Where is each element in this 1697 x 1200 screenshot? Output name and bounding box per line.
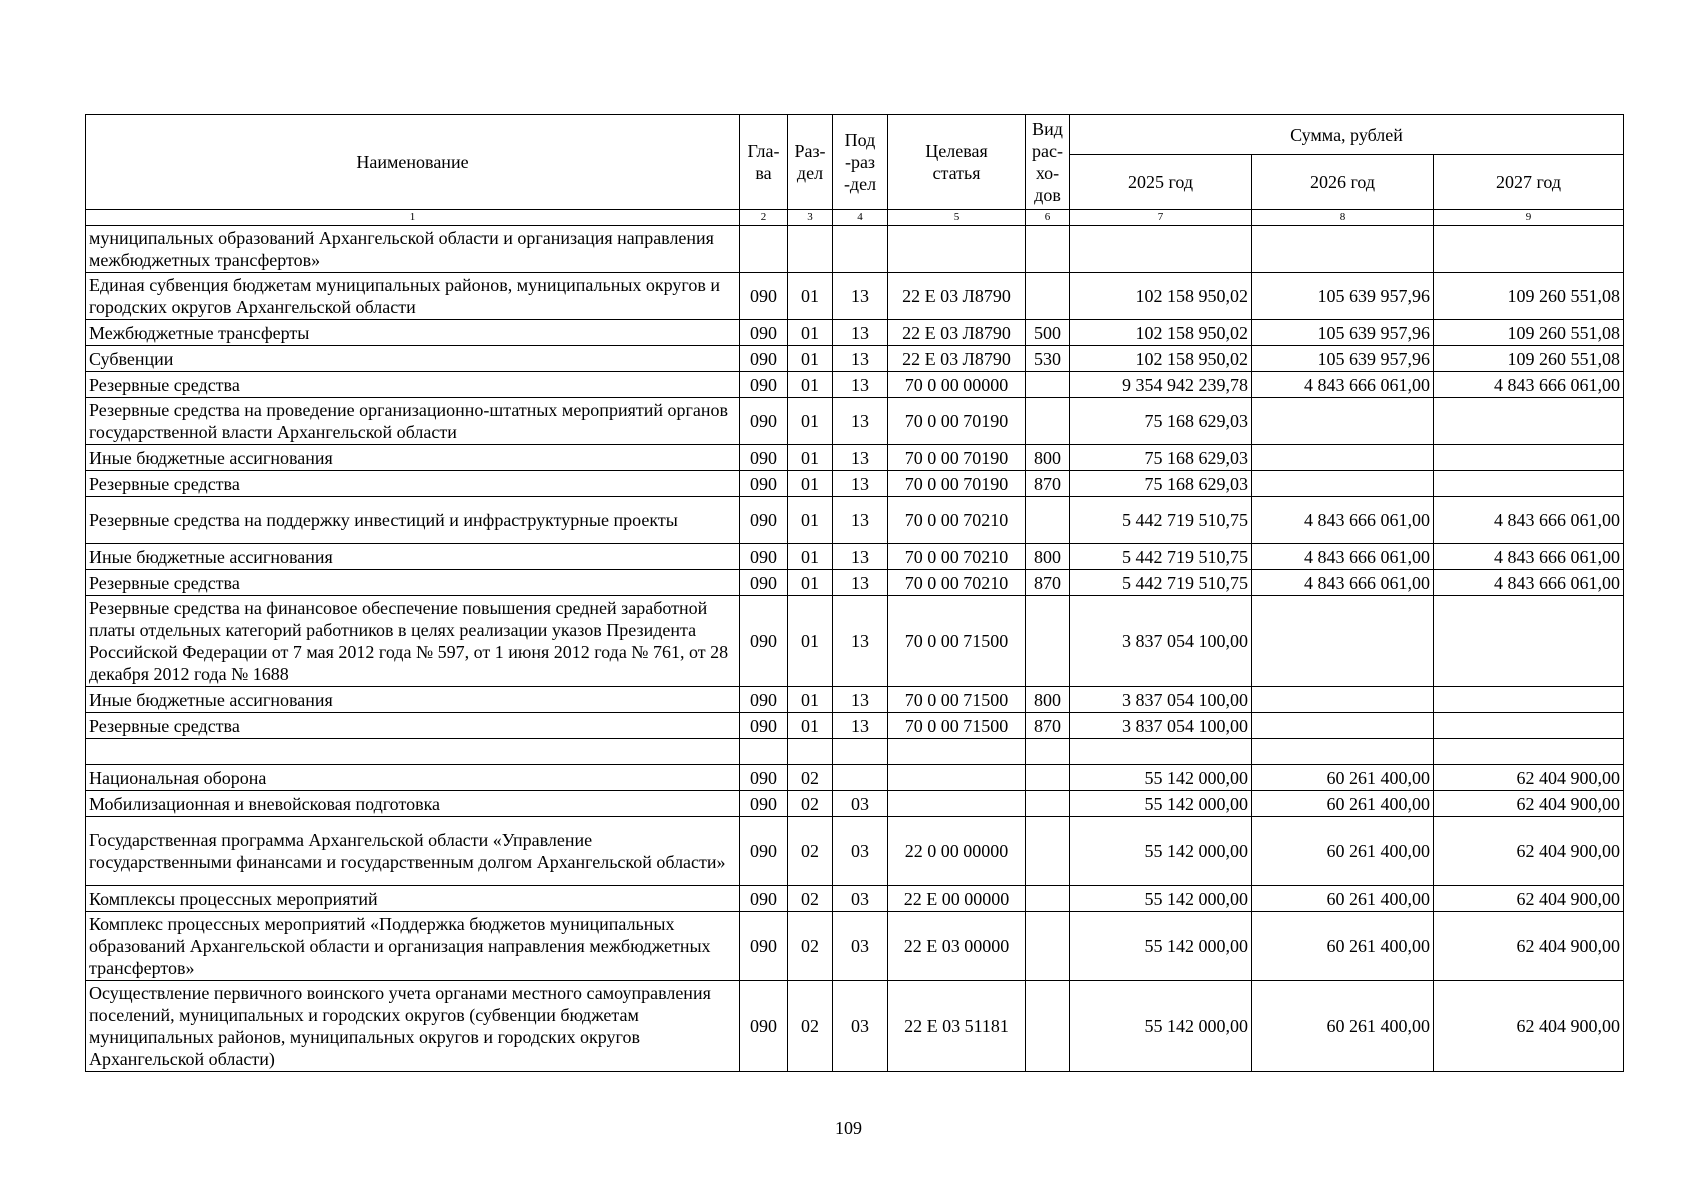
cell-statya: 70 0 00 71500	[888, 713, 1026, 739]
cell-name: Резервные средства	[86, 471, 740, 497]
cell-sum-2026: 60 261 400,00	[1252, 791, 1434, 817]
cell-sum-2027: 62 404 900,00	[1434, 817, 1624, 886]
cell-glava	[740, 226, 788, 273]
column-number: 7	[1070, 210, 1252, 226]
cell-sum-2027	[1434, 687, 1624, 713]
cell-sum-2027	[1434, 445, 1624, 471]
cell-razdel: 02	[788, 817, 833, 886]
cell-sum-2026: 60 261 400,00	[1252, 817, 1434, 886]
header-2025: 2025 год	[1070, 155, 1252, 210]
cell-podrazdel: 13	[833, 445, 888, 471]
cell-podrazdel: 13	[833, 544, 888, 570]
header-podrazdel	[833, 115, 888, 210]
column-number: 4	[833, 210, 888, 226]
cell-statya: 70 0 00 71500	[888, 687, 1026, 713]
table-body	[86, 226, 1624, 1072]
table-row	[86, 398, 1624, 445]
cell-name: Единая субвенция бюджетам муниципальных районов, муниципальных округов и городских округов Архангельской области	[86, 273, 740, 320]
header-razdel-text: Раз-дел	[794, 141, 826, 183]
cell-podrazdel: 13	[833, 346, 888, 372]
table-row	[86, 713, 1624, 739]
cell-sum-2026: 105 639 957,96	[1252, 320, 1434, 346]
cell-sum-2027	[1434, 226, 1624, 273]
table-row	[86, 497, 1624, 544]
cell-statya: 70 0 00 70210	[888, 497, 1026, 544]
cell-razdel: 02	[788, 765, 833, 791]
cell-sum-2026: 105 639 957,96	[1252, 273, 1434, 320]
cell-sum-2025: 3 837 054 100,00	[1070, 713, 1252, 739]
table-row	[86, 471, 1624, 497]
cell-statya: 22 Е 03 51181	[888, 981, 1026, 1072]
cell-razdel: 02	[788, 886, 833, 912]
cell-sum-2027: 62 404 900,00	[1434, 981, 1624, 1072]
cell-razdel: 01	[788, 497, 833, 544]
column-number: 1	[86, 210, 740, 226]
cell-vid	[1026, 817, 1070, 886]
cell-name: Субвенции	[86, 346, 740, 372]
cell-name: Межбюджетные трансферты	[86, 320, 740, 346]
cell-sum-2025: 75 168 629,03	[1070, 471, 1252, 497]
cell-name: Резервные средства	[86, 372, 740, 398]
table-row	[86, 226, 1624, 273]
cell-vid	[1026, 981, 1070, 1072]
cell-sum-2027: 62 404 900,00	[1434, 765, 1624, 791]
cell-vid	[1026, 739, 1070, 765]
table-row	[86, 273, 1624, 320]
cell-podrazdel: 13	[833, 596, 888, 687]
table-row	[86, 886, 1624, 912]
cell-razdel: 02	[788, 791, 833, 817]
cell-sum-2025: 55 142 000,00	[1070, 791, 1252, 817]
cell-sum-2026	[1252, 739, 1434, 765]
column-number: 6	[1026, 210, 1070, 226]
header-podrazdel-text: Под-раз-дел	[843, 130, 877, 194]
cell-razdel: 01	[788, 398, 833, 445]
cell-razdel: 01	[788, 544, 833, 570]
cell-sum-2027: 62 404 900,00	[1434, 791, 1624, 817]
cell-vid: 800	[1026, 544, 1070, 570]
cell-sum-2026: 60 261 400,00	[1252, 886, 1434, 912]
cell-name: Комплексы процессных мероприятий	[86, 886, 740, 912]
column-number: 8	[1252, 210, 1434, 226]
cell-razdel: 01	[788, 471, 833, 497]
cell-vid	[1026, 273, 1070, 320]
cell-podrazdel: 03	[833, 791, 888, 817]
cell-statya: 22 Е 03 Л8790	[888, 320, 1026, 346]
cell-sum-2027	[1434, 596, 1624, 687]
header-vid	[1026, 115, 1070, 210]
cell-name: Иные бюджетные ассигнования	[86, 687, 740, 713]
cell-glava: 090	[740, 544, 788, 570]
cell-sum-2025: 55 142 000,00	[1070, 765, 1252, 791]
cell-vid	[1026, 791, 1070, 817]
cell-glava: 090	[740, 570, 788, 596]
cell-glava: 090	[740, 445, 788, 471]
cell-name: Резервные средства	[86, 570, 740, 596]
cell-podrazdel: 13	[833, 273, 888, 320]
cell-sum-2027: 4 843 666 061,00	[1434, 372, 1624, 398]
cell-name: Резервные средства на финансовое обеспечение повышения средней заработной платы отдельных категорий работников в целях реализации указов Президента Российской Федерации от 7 мая 2012 года № 597, от 1 июня 2012 года № 761, от 28 декабря 2012 года № 1688	[86, 596, 740, 687]
table-row	[86, 320, 1624, 346]
cell-statya: 70 0 00 71500	[888, 596, 1026, 687]
cell-name: Осуществление первичного воинского учета органами местного самоуправления поселений, муниципальных и городских округов (субвенции бюджетам муниципальных районов, муниципальных округов и городских округов Архангельской области)	[86, 981, 740, 1072]
cell-razdel: 01	[788, 445, 833, 471]
cell-sum-2026	[1252, 687, 1434, 713]
cell-statya	[888, 791, 1026, 817]
cell-razdel: 01	[788, 596, 833, 687]
table-row	[86, 596, 1624, 687]
cell-statya: 22 Е 03 00000	[888, 912, 1026, 981]
cell-vid: 870	[1026, 570, 1070, 596]
table-row	[86, 739, 1624, 765]
cell-podrazdel: 03	[833, 981, 888, 1072]
cell-sum-2027: 4 843 666 061,00	[1434, 544, 1624, 570]
cell-glava: 090	[740, 886, 788, 912]
cell-sum-2027	[1434, 398, 1624, 445]
cell-razdel: 01	[788, 320, 833, 346]
cell-podrazdel: 13	[833, 497, 888, 544]
cell-vid	[1026, 497, 1070, 544]
cell-sum-2025: 102 158 950,02	[1070, 320, 1252, 346]
cell-razdel: 02	[788, 912, 833, 981]
cell-statya	[888, 765, 1026, 791]
cell-sum-2025: 5 442 719 510,75	[1070, 544, 1252, 570]
cell-sum-2027: 109 260 551,08	[1434, 320, 1624, 346]
cell-statya	[888, 739, 1026, 765]
cell-statya	[888, 226, 1026, 273]
cell-glava: 090	[740, 713, 788, 739]
table-row	[86, 346, 1624, 372]
header-razdel	[788, 115, 833, 210]
cell-razdel: 01	[788, 273, 833, 320]
cell-razdel: 01	[788, 346, 833, 372]
cell-glava: 090	[740, 817, 788, 886]
cell-statya: 70 0 00 70190	[888, 471, 1026, 497]
cell-razdel: 02	[788, 981, 833, 1072]
cell-name: Иные бюджетные ассигнования	[86, 445, 740, 471]
cell-glava: 090	[740, 372, 788, 398]
cell-sum-2025: 3 837 054 100,00	[1070, 596, 1252, 687]
cell-glava: 090	[740, 687, 788, 713]
cell-statya: 22 Е 03 Л8790	[888, 273, 1026, 320]
header-2026: 2026 год	[1252, 155, 1434, 210]
cell-sum-2026	[1252, 713, 1434, 739]
cell-vid: 870	[1026, 471, 1070, 497]
cell-sum-2027: 62 404 900,00	[1434, 912, 1624, 981]
cell-sum-2025: 5 442 719 510,75	[1070, 570, 1252, 596]
cell-sum-2026	[1252, 471, 1434, 497]
cell-glava: 090	[740, 765, 788, 791]
cell-sum-2027	[1434, 471, 1624, 497]
cell-sum-2025: 55 142 000,00	[1070, 981, 1252, 1072]
cell-statya: 22 Е 00 00000	[888, 886, 1026, 912]
column-number: 3	[788, 210, 833, 226]
cell-sum-2025: 75 168 629,03	[1070, 445, 1252, 471]
table-row	[86, 765, 1624, 791]
cell-razdel	[788, 226, 833, 273]
cell-glava: 090	[740, 320, 788, 346]
cell-razdel	[788, 739, 833, 765]
cell-statya: 22 Е 03 Л8790	[888, 346, 1026, 372]
cell-sum-2026	[1252, 596, 1434, 687]
cell-sum-2027: 4 843 666 061,00	[1434, 570, 1624, 596]
cell-podrazdel	[833, 765, 888, 791]
cell-name: Национальная оборона	[86, 765, 740, 791]
table-row	[86, 445, 1624, 471]
table-row	[86, 372, 1624, 398]
header-vid-text: Вид рас-хо-дов	[1032, 119, 1063, 205]
cell-statya: 70 0 00 70210	[888, 570, 1026, 596]
cell-glava: 090	[740, 912, 788, 981]
cell-name: Резервные средства	[86, 713, 740, 739]
cell-sum-2025: 5 442 719 510,75	[1070, 497, 1252, 544]
cell-statya: 22 0 00 00000	[888, 817, 1026, 886]
cell-vid	[1026, 372, 1070, 398]
page-number: 109	[835, 1118, 862, 1138]
header-glava-text: Гла-ва	[747, 141, 780, 183]
cell-sum-2027: 109 260 551,08	[1434, 346, 1624, 372]
header-2027: 2027 год	[1434, 155, 1624, 210]
header-name: Наименование	[86, 115, 740, 210]
cell-sum-2026: 4 843 666 061,00	[1252, 497, 1434, 544]
cell-sum-2026	[1252, 445, 1434, 471]
header-statya: Целевая статья	[888, 115, 1026, 210]
cell-sum-2027: 109 260 551,08	[1434, 273, 1624, 320]
cell-sum-2026: 60 261 400,00	[1252, 912, 1434, 981]
cell-sum-2025: 102 158 950,02	[1070, 346, 1252, 372]
table-row	[86, 544, 1624, 570]
cell-razdel: 01	[788, 372, 833, 398]
cell-sum-2025: 3 837 054 100,00	[1070, 687, 1252, 713]
cell-razdel: 01	[788, 687, 833, 713]
cell-glava: 090	[740, 273, 788, 320]
cell-sum-2026: 105 639 957,96	[1252, 346, 1434, 372]
cell-vid	[1026, 596, 1070, 687]
cell-glava: 090	[740, 398, 788, 445]
cell-name: муниципальных образований Архангельской области и организация направления межбюджетных трансфертов»	[86, 226, 740, 273]
cell-vid: 530	[1026, 346, 1070, 372]
cell-statya: 70 0 00 70210	[888, 544, 1026, 570]
column-number: 5	[888, 210, 1026, 226]
cell-sum-2027	[1434, 713, 1624, 739]
cell-glava	[740, 739, 788, 765]
table-row	[86, 791, 1624, 817]
table-row	[86, 570, 1624, 596]
cell-razdel: 01	[788, 713, 833, 739]
cell-podrazdel: 13	[833, 570, 888, 596]
cell-sum-2026: 60 261 400,00	[1252, 981, 1434, 1072]
column-number-row	[86, 210, 1624, 226]
cell-glava: 090	[740, 981, 788, 1072]
cell-sum-2027: 62 404 900,00	[1434, 886, 1624, 912]
cell-podrazdel: 13	[833, 471, 888, 497]
cell-podrazdel: 13	[833, 398, 888, 445]
cell-sum-2026: 60 261 400,00	[1252, 765, 1434, 791]
cell-podrazdel: 13	[833, 687, 888, 713]
cell-podrazdel: 03	[833, 817, 888, 886]
cell-name: Мобилизационная и вневойсковая подготовка	[86, 791, 740, 817]
cell-vid	[1026, 765, 1070, 791]
cell-sum-2025: 55 142 000,00	[1070, 817, 1252, 886]
cell-sum-2026	[1252, 226, 1434, 273]
cell-podrazdel: 13	[833, 713, 888, 739]
cell-sum-2025: 9 354 942 239,78	[1070, 372, 1252, 398]
cell-sum-2025	[1070, 226, 1252, 273]
cell-name: Резервные средства на проведение организационно-штатных мероприятий органов государственной власти Архангельской области	[86, 398, 740, 445]
table-row	[86, 912, 1624, 981]
cell-sum-2027	[1434, 739, 1624, 765]
cell-glava: 090	[740, 497, 788, 544]
cell-statya: 70 0 00 00000	[888, 372, 1026, 398]
cell-sum-2025: 102 158 950,02	[1070, 273, 1252, 320]
cell-vid	[1026, 886, 1070, 912]
cell-podrazdel: 13	[833, 320, 888, 346]
cell-name: Государственная программа Архангельской области «Управление государственными финансами и государственным долгом Архангельской области»	[86, 817, 740, 886]
cell-podrazdel: 03	[833, 912, 888, 981]
cell-sum-2025: 55 142 000,00	[1070, 886, 1252, 912]
header-summa: Сумма, рублей	[1070, 115, 1624, 155]
cell-glava: 090	[740, 346, 788, 372]
table-row	[86, 817, 1624, 886]
table-row	[86, 687, 1624, 713]
cell-razdel: 01	[788, 570, 833, 596]
header-glava	[740, 115, 788, 210]
cell-sum-2026: 4 843 666 061,00	[1252, 372, 1434, 398]
cell-podrazdel: 03	[833, 886, 888, 912]
cell-podrazdel: 13	[833, 372, 888, 398]
cell-name: Иные бюджетные ассигнования	[86, 544, 740, 570]
cell-sum-2025: 75 168 629,03	[1070, 398, 1252, 445]
cell-sum-2025: 55 142 000,00	[1070, 912, 1252, 981]
cell-vid: 800	[1026, 687, 1070, 713]
cell-glava: 090	[740, 596, 788, 687]
cell-glava: 090	[740, 791, 788, 817]
cell-vid	[1026, 912, 1070, 981]
cell-statya: 70 0 00 70190	[888, 398, 1026, 445]
cell-name: Комплекс процессных мероприятий «Поддержка бюджетов муниципальных образований Архангельской области и организация направления межбюджетных трансфертов»	[86, 912, 740, 981]
cell-podrazdel	[833, 739, 888, 765]
cell-vid	[1026, 226, 1070, 273]
column-number: 9	[1434, 210, 1624, 226]
cell-podrazdel	[833, 226, 888, 273]
cell-vid: 870	[1026, 713, 1070, 739]
budget-table	[85, 114, 1624, 1072]
cell-vid: 800	[1026, 445, 1070, 471]
cell-sum-2025	[1070, 739, 1252, 765]
table-header	[86, 115, 1624, 226]
table-row	[86, 981, 1624, 1072]
cell-name: Резервные средства на поддержку инвестиций и инфраструктурные проекты	[86, 497, 740, 544]
cell-glava: 090	[740, 471, 788, 497]
cell-name	[86, 739, 740, 765]
cell-sum-2026: 4 843 666 061,00	[1252, 570, 1434, 596]
cell-vid	[1026, 398, 1070, 445]
cell-vid: 500	[1026, 320, 1070, 346]
column-number: 2	[740, 210, 788, 226]
cell-sum-2026	[1252, 398, 1434, 445]
cell-sum-2027: 4 843 666 061,00	[1434, 497, 1624, 544]
cell-sum-2026: 4 843 666 061,00	[1252, 544, 1434, 570]
cell-statya: 70 0 00 70190	[888, 445, 1026, 471]
